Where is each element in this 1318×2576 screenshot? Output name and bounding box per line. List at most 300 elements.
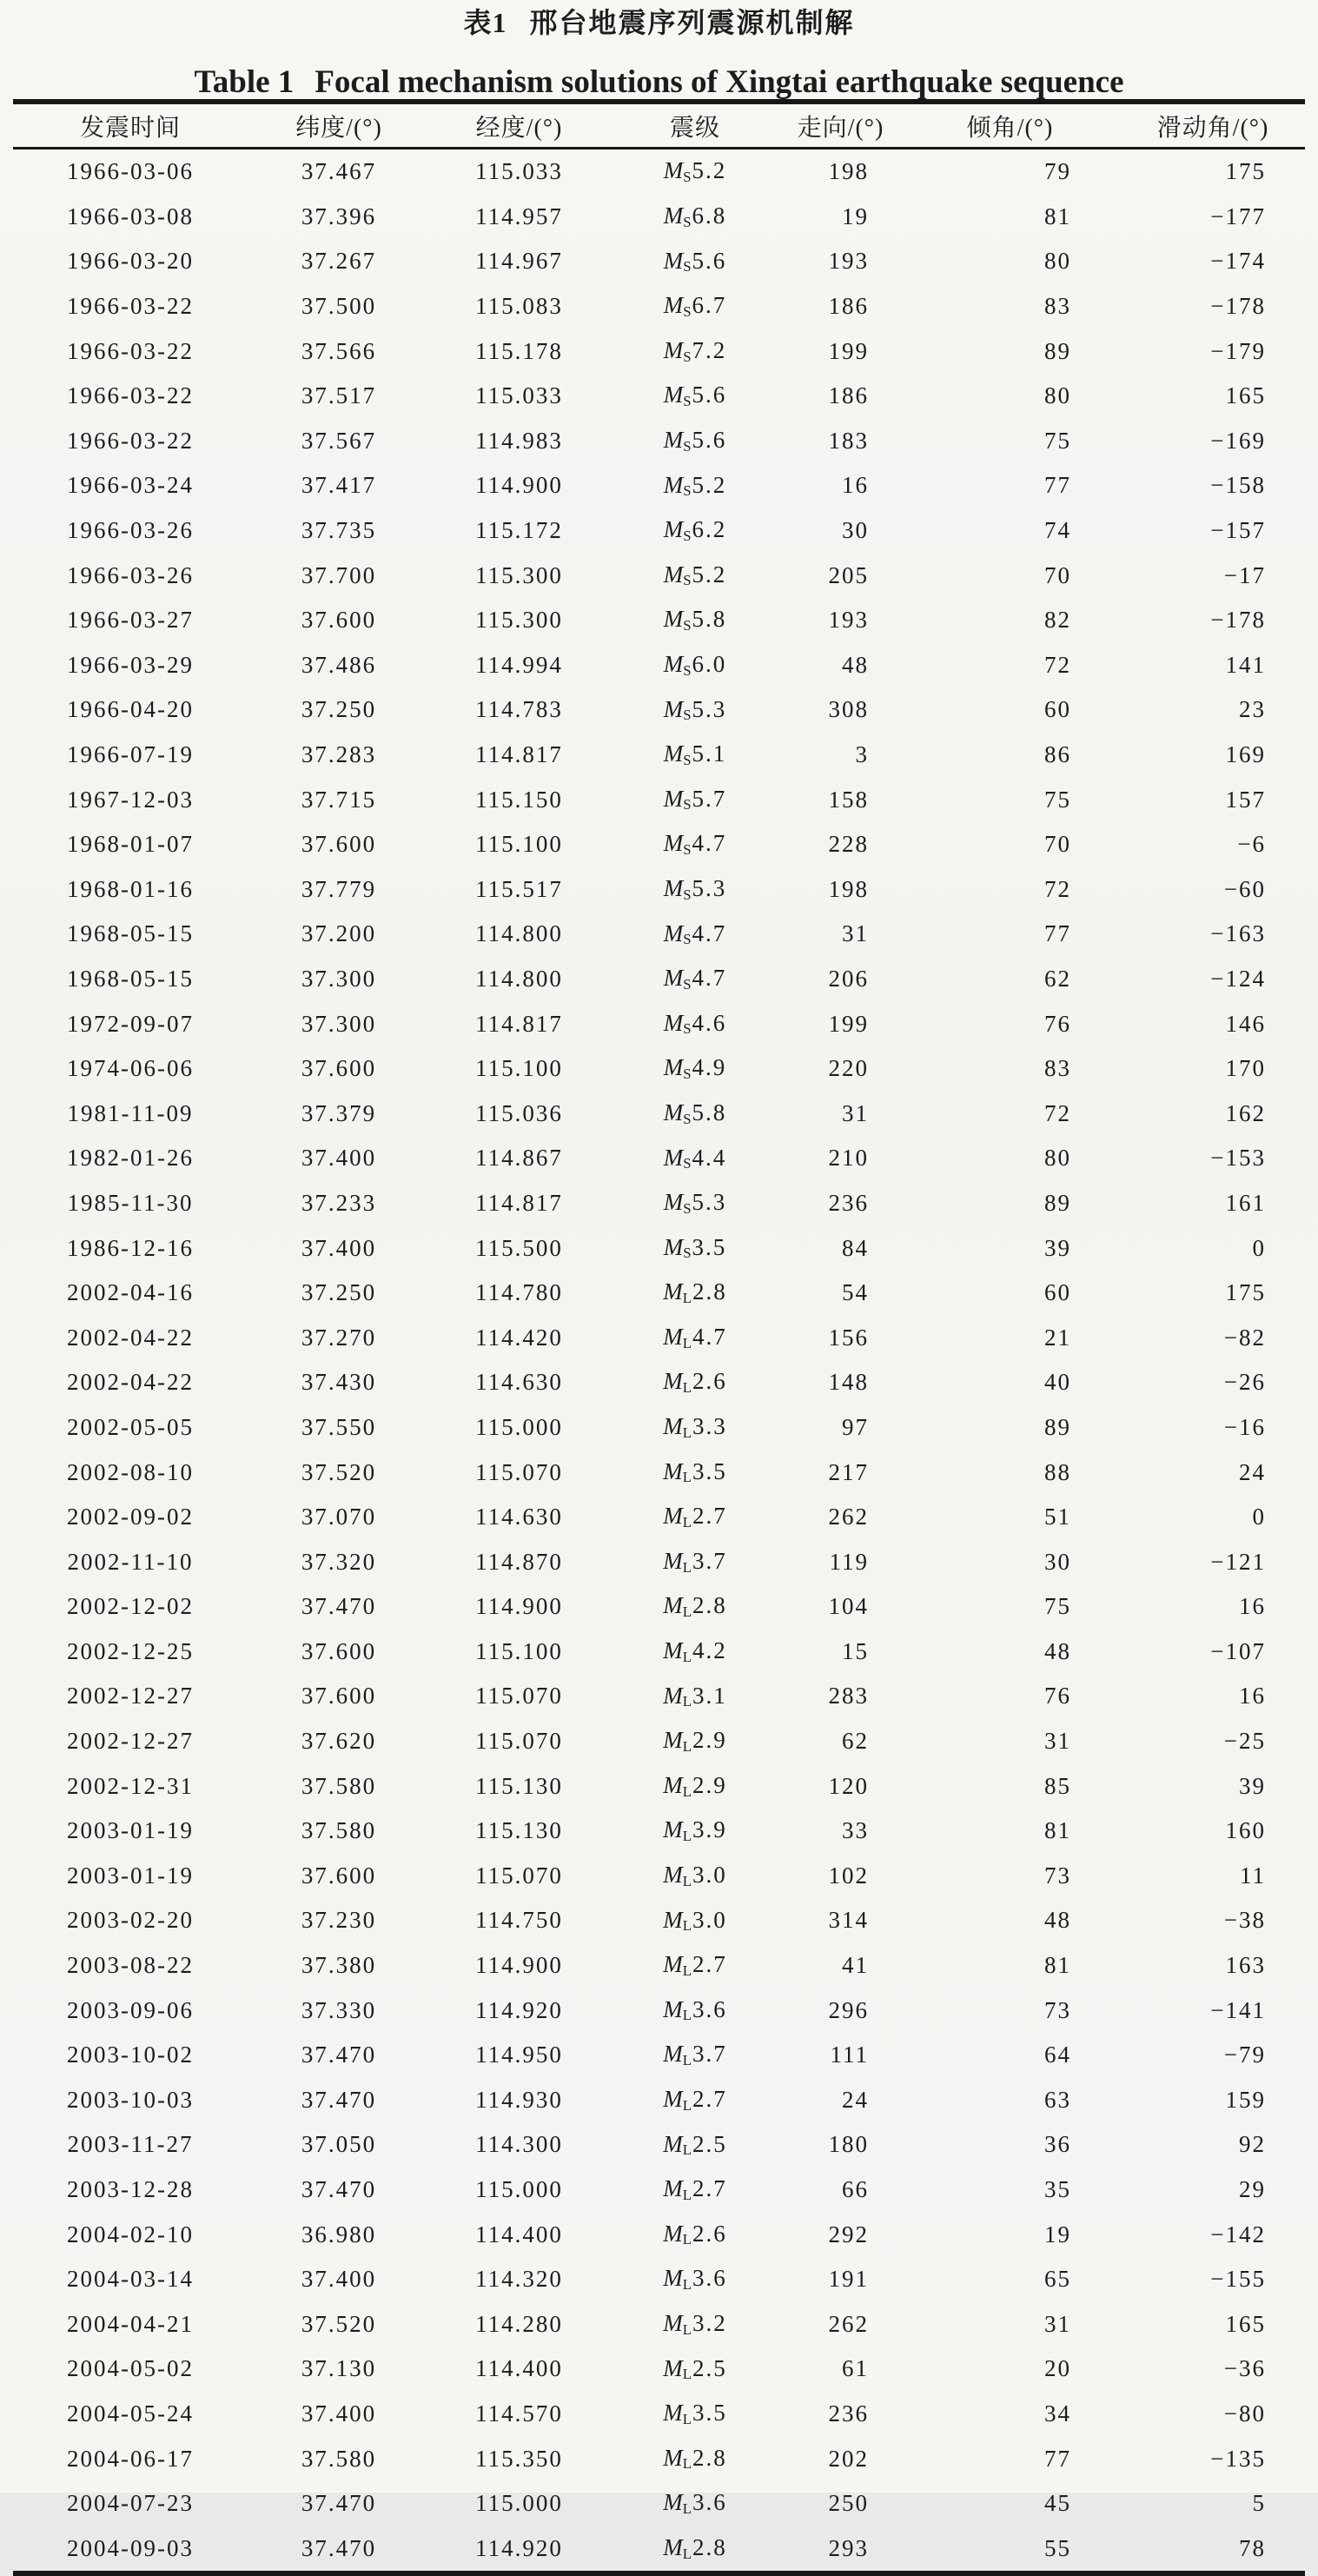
table-row bbox=[13, 463, 1305, 508]
magnitude-symbol: M bbox=[663, 1457, 683, 1484]
magnitude-value: 2.8 bbox=[692, 1592, 727, 1619]
table-row bbox=[13, 1763, 1305, 1809]
magnitude-symbol: M bbox=[663, 1099, 684, 1125]
cell-longitude: 114.800 bbox=[475, 920, 563, 947]
cell-longitude: 114.420 bbox=[475, 1324, 563, 1351]
cell-latitude: 37.330 bbox=[301, 1996, 377, 2023]
cell-rake: −178 bbox=[1210, 607, 1266, 634]
cell-latitude: 37.567 bbox=[301, 427, 377, 454]
magnitude-value: 4.6 bbox=[692, 1009, 727, 1036]
cell-rake: −177 bbox=[1210, 202, 1266, 229]
cell-longitude: 114.630 bbox=[475, 1504, 563, 1530]
cell-strike: 111 bbox=[830, 2042, 869, 2068]
table-row bbox=[13, 1898, 1305, 1943]
table-row bbox=[13, 1405, 1305, 1451]
magnitude-value: 3.3 bbox=[692, 1413, 727, 1440]
cell-strike: 158 bbox=[828, 786, 869, 813]
cell-latitude: 37.600 bbox=[301, 831, 377, 858]
cell-strike: 210 bbox=[828, 1145, 869, 1172]
cell-magnitude bbox=[608, 1719, 782, 1764]
cell-latitude: 37.379 bbox=[301, 1099, 377, 1126]
header-cell-4: 走向/(°) bbox=[782, 104, 899, 149]
cell-longitude: 114.900 bbox=[475, 472, 563, 499]
cell-dip: 48 bbox=[1044, 1907, 1071, 1934]
cell-latitude: 37.735 bbox=[301, 517, 377, 544]
cell-latitude: 37.270 bbox=[301, 1324, 377, 1351]
cell-magnitude bbox=[608, 2526, 782, 2571]
cell-longitude: 115.000 bbox=[475, 2490, 563, 2517]
cell-date: 2004-05-24 bbox=[67, 2400, 194, 2427]
cell-latitude: 37.470 bbox=[301, 2176, 377, 2203]
magnitude-subscript: L bbox=[682, 2455, 692, 2473]
magnitude-symbol: M bbox=[663, 2400, 683, 2427]
magnitude-value: 3.5 bbox=[692, 1233, 727, 1260]
cell-longitude: 114.920 bbox=[475, 1996, 563, 2023]
cell-rake: 175 bbox=[1225, 1279, 1266, 1306]
cell-dip: 72 bbox=[1044, 1099, 1071, 1126]
table-row bbox=[13, 957, 1305, 1002]
magnitude-symbol: M bbox=[663, 1009, 684, 1036]
cell-strike: 66 bbox=[842, 2176, 869, 2203]
table-row bbox=[13, 2168, 1305, 2213]
cell-magnitude bbox=[608, 2436, 782, 2481]
cell-date: 1966-03-22 bbox=[67, 337, 194, 364]
magnitude-symbol: M bbox=[663, 1144, 684, 1171]
cell-longitude: 115.036 bbox=[475, 1099, 563, 1126]
cell-date: 1966-03-26 bbox=[67, 517, 194, 544]
cell-dip: 60 bbox=[1044, 1279, 1071, 1306]
cell-latitude: 37.600 bbox=[301, 607, 377, 634]
magnitude-value: 6.2 bbox=[692, 516, 727, 543]
cell-latitude: 37.430 bbox=[301, 1369, 377, 1396]
cell-longitude: 115.033 bbox=[475, 382, 563, 409]
cell-longitude: 114.783 bbox=[475, 696, 563, 723]
cell-magnitude bbox=[608, 1091, 782, 1136]
table-row bbox=[13, 284, 1305, 329]
cell-longitude: 114.930 bbox=[475, 2086, 563, 2113]
cell-date: 2003-09-06 bbox=[67, 1996, 194, 2023]
cell-rake: 175 bbox=[1225, 158, 1266, 185]
cell-magnitude bbox=[608, 867, 782, 913]
cell-dip: 21 bbox=[1044, 1324, 1071, 1351]
header-cell-2: 经度/(°) bbox=[430, 104, 608, 149]
focal-mechanism-table-wrap bbox=[13, 99, 1305, 2576]
cell-strike: 191 bbox=[828, 2266, 869, 2293]
magnitude-value: 5.2 bbox=[692, 561, 727, 588]
table-row bbox=[13, 1046, 1305, 1092]
magnitude-subscript: S bbox=[683, 393, 692, 410]
magnitude-subscript: S bbox=[683, 886, 692, 903]
magnitude-symbol: M bbox=[663, 785, 684, 812]
table-row bbox=[13, 1943, 1305, 1988]
cell-strike: 102 bbox=[828, 1862, 869, 1889]
cell-strike: 156 bbox=[828, 1324, 869, 1351]
magnitude-subscript: S bbox=[683, 617, 692, 634]
magnitude-value: 2.9 bbox=[692, 1727, 727, 1754]
cell-latitude: 37.050 bbox=[301, 2131, 377, 2158]
cell-latitude: 37.580 bbox=[301, 1817, 377, 1844]
cell-date: 1966-03-22 bbox=[67, 293, 194, 320]
cell-magnitude bbox=[608, 957, 782, 1002]
cell-longitude: 114.920 bbox=[475, 2534, 563, 2561]
cell-dip: 20 bbox=[1044, 2355, 1071, 2382]
cell-strike: 308 bbox=[828, 696, 869, 723]
cell-rake: −174 bbox=[1210, 248, 1266, 275]
magnitude-symbol: M bbox=[663, 830, 684, 857]
cell-latitude: 37.580 bbox=[301, 1772, 377, 1799]
cell-longitude: 114.817 bbox=[475, 1010, 563, 1037]
cell-magnitude bbox=[608, 508, 782, 554]
table-row bbox=[13, 2302, 1305, 2347]
cell-latitude: 37.470 bbox=[301, 2042, 377, 2068]
cell-rake: 11 bbox=[1240, 1862, 1266, 1889]
cell-latitude: 37.517 bbox=[301, 382, 377, 409]
magnitude-subscript: S bbox=[683, 1110, 692, 1127]
cell-longitude: 115.000 bbox=[475, 1413, 563, 1440]
cell-longitude: 114.900 bbox=[475, 1593, 563, 1620]
cell-dip: 81 bbox=[1044, 202, 1071, 229]
magnitude-symbol: M bbox=[663, 471, 684, 498]
table-row bbox=[13, 2526, 1305, 2571]
magnitude-value: 2.8 bbox=[692, 2444, 727, 2471]
cell-longitude: 114.817 bbox=[475, 1189, 563, 1216]
table-row bbox=[13, 1136, 1305, 1181]
table-row bbox=[13, 329, 1305, 374]
cell-strike: 193 bbox=[828, 607, 869, 634]
cell-longitude: 115.083 bbox=[475, 293, 563, 320]
table-row bbox=[13, 2257, 1305, 2302]
cell-latitude: 37.283 bbox=[301, 741, 377, 768]
cell-magnitude bbox=[608, 1046, 782, 1092]
cell-longitude: 114.867 bbox=[475, 1145, 563, 1172]
table-row bbox=[13, 598, 1305, 643]
cell-rake: 29 bbox=[1239, 2176, 1266, 2203]
magnitude-value: 2.7 bbox=[692, 2085, 727, 2112]
table-row bbox=[13, 553, 1305, 598]
table-row bbox=[13, 1271, 1305, 1316]
magnitude-value: 2.7 bbox=[692, 2175, 727, 2202]
cell-dip: 64 bbox=[1044, 2042, 1071, 2068]
cell-rake: −80 bbox=[1223, 2400, 1266, 2427]
cell-longitude: 115.300 bbox=[475, 607, 563, 634]
table-row bbox=[13, 1450, 1305, 1495]
cell-strike: 48 bbox=[842, 651, 869, 678]
table-row bbox=[13, 1674, 1305, 1719]
magnitude-value: 4.7 bbox=[692, 965, 727, 992]
cell-rake: −60 bbox=[1223, 875, 1266, 902]
magnitude-subscript: S bbox=[683, 1066, 692, 1082]
cell-dip: 60 bbox=[1044, 696, 1071, 723]
cell-latitude: 37.070 bbox=[301, 1504, 377, 1530]
table-row bbox=[13, 149, 1305, 195]
cell-strike: 199 bbox=[828, 1010, 869, 1037]
magnitude-subscript: L bbox=[682, 1469, 692, 1486]
cell-strike: 180 bbox=[828, 2131, 869, 2158]
magnitude-value: 6.7 bbox=[692, 292, 727, 319]
header-cell-5: 倾角/(°) bbox=[899, 104, 1121, 149]
cell-dip: 81 bbox=[1044, 1952, 1071, 1979]
magnitude-symbol: M bbox=[663, 1862, 683, 1889]
cell-dip: 76 bbox=[1044, 1683, 1071, 1710]
cell-strike: 186 bbox=[828, 293, 869, 320]
table-number-zh: 表1 bbox=[463, 7, 507, 38]
magnitude-value: 3.9 bbox=[692, 1816, 727, 1843]
cell-strike: 84 bbox=[842, 1234, 869, 1261]
cell-rake: −157 bbox=[1210, 517, 1266, 544]
cell-rake: 16 bbox=[1239, 1683, 1266, 1710]
table-row bbox=[13, 1809, 1305, 1854]
cell-rake: −142 bbox=[1210, 2221, 1266, 2247]
cell-dip: 19 bbox=[1044, 2221, 1071, 2247]
table-row bbox=[13, 2122, 1305, 2168]
cell-magnitude bbox=[608, 1809, 782, 1854]
magnitude-subscript: S bbox=[683, 751, 692, 768]
magnitude-symbol: M bbox=[663, 247, 684, 274]
cell-latitude: 37.396 bbox=[301, 202, 377, 229]
cell-longitude: 115.130 bbox=[475, 1817, 563, 1844]
cell-magnitude bbox=[608, 2033, 782, 2078]
cell-date: 1966-03-24 bbox=[67, 472, 194, 499]
magnitude-subscript: S bbox=[683, 841, 692, 859]
magnitude-subscript: S bbox=[683, 1199, 692, 1217]
cell-rake: 160 bbox=[1225, 1817, 1266, 1844]
cell-strike: 198 bbox=[828, 158, 869, 185]
cell-date: 1966-03-22 bbox=[67, 382, 194, 409]
magnitude-value: 5.6 bbox=[692, 382, 727, 408]
cell-dip: 81 bbox=[1044, 1817, 1071, 1844]
cell-rake: 162 bbox=[1225, 1099, 1266, 1126]
magnitude-value: 5.6 bbox=[692, 247, 727, 274]
cell-magnitude bbox=[608, 733, 782, 778]
cell-latitude: 37.200 bbox=[301, 920, 377, 947]
cell-rake: 24 bbox=[1239, 1458, 1266, 1485]
table-row bbox=[13, 1495, 1305, 1540]
cell-rake: −178 bbox=[1210, 293, 1266, 320]
cell-date: 2004-03-14 bbox=[67, 2266, 194, 2293]
magnitude-subscript: S bbox=[683, 661, 692, 679]
cell-latitude: 37.250 bbox=[301, 696, 377, 723]
magnitude-symbol: M bbox=[663, 1592, 683, 1619]
cell-magnitude bbox=[608, 1315, 782, 1360]
cell-latitude: 37.700 bbox=[301, 561, 377, 588]
focal-mechanism-table bbox=[13, 104, 1305, 2571]
cell-magnitude bbox=[608, 1495, 782, 1540]
cell-dip: 45 bbox=[1044, 2490, 1071, 2517]
cell-date: 2002-05-05 bbox=[67, 1413, 194, 1440]
cell-date: 2004-05-02 bbox=[67, 2355, 194, 2382]
magnitude-value: 5.2 bbox=[692, 471, 727, 498]
cell-magnitude bbox=[608, 553, 782, 598]
cell-rake: −16 bbox=[1223, 1413, 1266, 1440]
cell-rake: 163 bbox=[1225, 1952, 1266, 1979]
cell-magnitude bbox=[608, 2302, 782, 2347]
magnitude-value: 5.2 bbox=[692, 157, 727, 184]
table-row bbox=[13, 1584, 1305, 1630]
cell-strike: 41 bbox=[842, 1952, 869, 1979]
cell-dip: 77 bbox=[1044, 920, 1071, 947]
cell-dip: 80 bbox=[1044, 1145, 1071, 1172]
magnitude-value: 3.6 bbox=[692, 1995, 727, 2022]
cell-rake: 23 bbox=[1239, 696, 1266, 723]
table-row bbox=[13, 643, 1305, 688]
magnitude-subscript: S bbox=[683, 437, 692, 455]
header-row bbox=[13, 104, 1305, 149]
table-row bbox=[13, 1539, 1305, 1584]
cell-dip: 36 bbox=[1044, 2131, 1071, 2158]
cell-date: 1966-03-06 bbox=[67, 158, 194, 185]
cell-date: 1968-01-16 bbox=[67, 875, 194, 902]
cell-longitude: 114.780 bbox=[475, 1279, 563, 1306]
cell-longitude: 114.800 bbox=[475, 965, 563, 992]
table-row bbox=[13, 1001, 1305, 1046]
cell-latitude: 36.980 bbox=[301, 2221, 377, 2247]
table-row bbox=[13, 1091, 1305, 1136]
cell-rake: −82 bbox=[1223, 1324, 1266, 1351]
cell-latitude: 37.600 bbox=[301, 1055, 377, 1082]
cell-dip: 74 bbox=[1044, 517, 1071, 544]
cell-strike: 16 bbox=[842, 472, 869, 499]
cell-longitude: 115.172 bbox=[475, 517, 563, 544]
cell-rake: −36 bbox=[1223, 2355, 1266, 2382]
cell-latitude: 37.500 bbox=[301, 293, 377, 320]
table-row bbox=[13, 1360, 1305, 1405]
cell-date: 1967-12-03 bbox=[67, 786, 194, 813]
cell-dip: 75 bbox=[1044, 1593, 1071, 1620]
table-row bbox=[13, 1181, 1305, 1226]
cell-dip: 85 bbox=[1044, 1772, 1071, 1799]
cell-strike: 293 bbox=[828, 2534, 869, 2561]
cell-date: 2002-12-25 bbox=[67, 1637, 194, 1664]
magnitude-symbol: M bbox=[663, 1771, 683, 1798]
cell-strike: 61 bbox=[842, 2355, 869, 2382]
cell-dip: 70 bbox=[1044, 561, 1071, 588]
magnitude-subscript: S bbox=[683, 169, 692, 186]
cell-date: 2003-08-22 bbox=[67, 1952, 194, 1979]
cell-rake: −135 bbox=[1210, 2445, 1266, 2472]
cell-dip: 88 bbox=[1044, 1458, 1071, 1485]
magnitude-value: 4.7 bbox=[692, 830, 727, 857]
cell-dip: 40 bbox=[1044, 1369, 1071, 1396]
magnitude-symbol: M bbox=[663, 1323, 683, 1350]
header-cell-1: 纬度/(°) bbox=[248, 104, 430, 149]
cell-strike: 15 bbox=[842, 1637, 869, 1664]
cell-dip: 70 bbox=[1044, 831, 1071, 858]
table-row bbox=[13, 867, 1305, 913]
cell-rake: −124 bbox=[1210, 965, 1266, 992]
cell-date: 1981-11-09 bbox=[67, 1099, 194, 1126]
cell-longitude: 115.178 bbox=[475, 337, 563, 364]
magnitude-value: 4.4 bbox=[692, 1144, 727, 1171]
magnitude-value: 5.3 bbox=[692, 1189, 727, 1216]
cell-strike: 228 bbox=[828, 831, 869, 858]
table-row bbox=[13, 1315, 1305, 1360]
table-row bbox=[13, 1854, 1305, 1899]
cell-longitude: 115.070 bbox=[475, 1683, 563, 1710]
cell-longitude: 114.400 bbox=[475, 2221, 563, 2247]
cell-strike: 119 bbox=[829, 1548, 869, 1575]
cell-strike: 250 bbox=[828, 2490, 869, 2517]
cell-dip: 30 bbox=[1044, 1548, 1071, 1575]
cell-strike: 30 bbox=[842, 517, 869, 544]
magnitude-value: 3.7 bbox=[692, 2041, 727, 2068]
magnitude-subscript: L bbox=[682, 1603, 692, 1621]
cell-magnitude bbox=[608, 1988, 782, 2033]
magnitude-subscript: S bbox=[683, 1155, 692, 1172]
cell-latitude: 37.400 bbox=[301, 2400, 377, 2427]
cell-rake: 5 bbox=[1252, 2490, 1266, 2517]
cell-longitude: 115.517 bbox=[475, 875, 563, 902]
magnitude-value: 3.0 bbox=[692, 1862, 727, 1889]
cell-dip: 62 bbox=[1044, 965, 1071, 992]
cell-rake: −158 bbox=[1210, 472, 1266, 499]
cell-latitude: 37.715 bbox=[301, 786, 377, 813]
cell-date: 2003-01-19 bbox=[67, 1817, 194, 1844]
magnitude-symbol: M bbox=[663, 2130, 683, 2157]
magnitude-subscript: S bbox=[683, 796, 692, 813]
cell-longitude: 115.070 bbox=[475, 1458, 563, 1485]
magnitude-symbol: M bbox=[663, 1368, 683, 1395]
magnitude-symbol: M bbox=[663, 1278, 683, 1305]
table-row bbox=[13, 1225, 1305, 1271]
cell-date: 2004-06-17 bbox=[67, 2445, 194, 2472]
cell-magnitude bbox=[608, 822, 782, 867]
cell-dip: 80 bbox=[1044, 382, 1071, 409]
magnitude-value: 5.3 bbox=[692, 874, 727, 901]
cell-dip: 83 bbox=[1044, 1055, 1071, 1082]
cell-date: 2004-02-10 bbox=[67, 2221, 194, 2247]
cell-dip: 77 bbox=[1044, 472, 1071, 499]
magnitude-symbol: M bbox=[663, 1816, 683, 1843]
magnitude-subscript: S bbox=[683, 1020, 692, 1038]
cell-dip: 89 bbox=[1044, 1189, 1071, 1216]
cell-latitude: 37.566 bbox=[301, 337, 377, 364]
cell-rake: −153 bbox=[1210, 1145, 1266, 1172]
cell-magnitude bbox=[608, 419, 782, 464]
cell-rake: 0 bbox=[1252, 1504, 1266, 1530]
cell-strike: 19 bbox=[842, 202, 869, 229]
magnitude-subscript: L bbox=[682, 2141, 692, 2159]
cell-magnitude bbox=[608, 329, 782, 374]
cell-strike: 202 bbox=[828, 2445, 869, 2472]
cell-latitude: 37.300 bbox=[301, 965, 377, 992]
magnitude-value: 2.7 bbox=[692, 1951, 727, 1978]
magnitude-value: 2.7 bbox=[692, 1503, 727, 1530]
cell-magnitude bbox=[608, 2168, 782, 2213]
cell-date: 1966-04-20 bbox=[67, 696, 194, 723]
cell-longitude: 114.300 bbox=[475, 2131, 563, 2158]
table-row bbox=[13, 777, 1305, 822]
cell-date: 2002-12-27 bbox=[67, 1683, 194, 1710]
cell-rake: −163 bbox=[1210, 920, 1266, 947]
table-row bbox=[13, 2347, 1305, 2392]
cell-rake: 16 bbox=[1239, 1593, 1266, 1620]
cell-date: 1966-03-20 bbox=[67, 248, 194, 275]
cell-latitude: 37.300 bbox=[301, 1010, 377, 1037]
cell-longitude: 114.320 bbox=[475, 2266, 563, 2293]
magnitude-symbol: M bbox=[663, 2041, 683, 2068]
cell-magnitude bbox=[608, 2347, 782, 2392]
cell-longitude: 114.400 bbox=[475, 2355, 563, 2382]
cell-magnitude bbox=[608, 2212, 782, 2257]
magnitude-subscript: L bbox=[682, 1648, 692, 1665]
cell-latitude: 37.600 bbox=[301, 1862, 377, 1889]
cell-strike: 183 bbox=[828, 427, 869, 454]
cell-dip: 65 bbox=[1044, 2266, 1071, 2293]
table-row bbox=[13, 2392, 1305, 2437]
cell-latitude: 37.486 bbox=[301, 651, 377, 678]
magnitude-subscript: L bbox=[682, 2276, 692, 2294]
cell-strike: 104 bbox=[828, 1593, 869, 1620]
